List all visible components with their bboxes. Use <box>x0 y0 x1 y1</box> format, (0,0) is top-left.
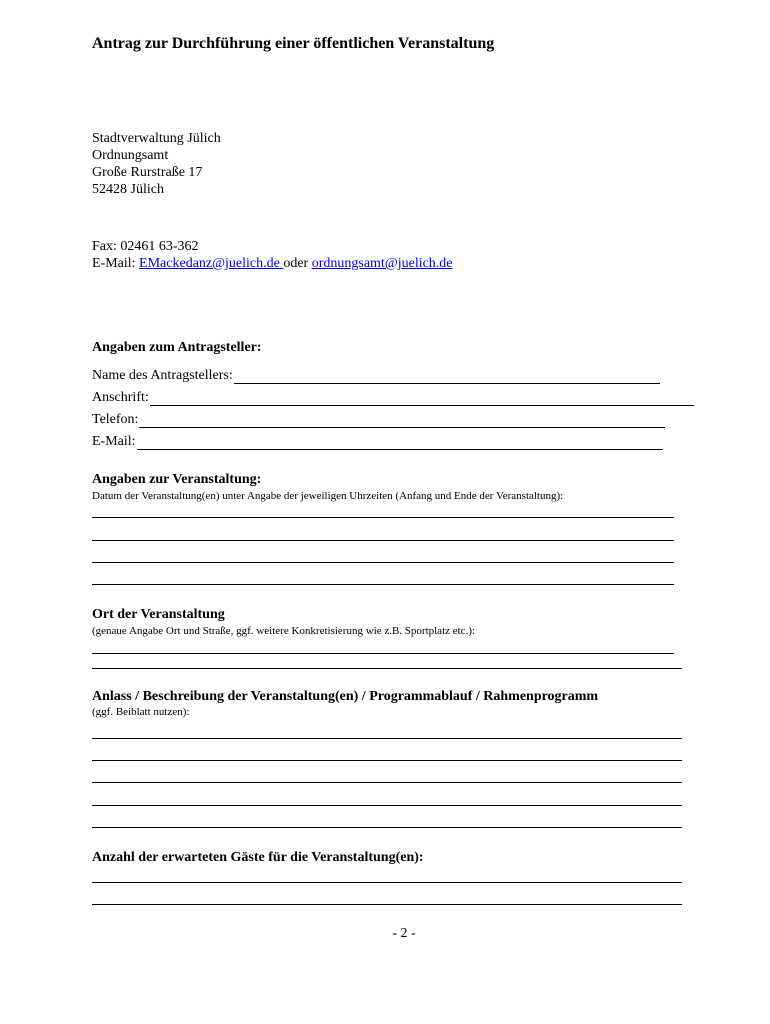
occasion-line[interactable] <box>92 760 682 761</box>
guests-line[interactable] <box>92 882 682 883</box>
address-line-city: 52428 Jülich <box>92 182 164 197</box>
applicant-heading: Angaben zum Antragsteller: <box>92 340 262 355</box>
occasion-note: (ggf. Beiblatt nutzen): <box>92 706 190 718</box>
applicant-address-field <box>92 390 694 406</box>
email-contact-label: E-Mail: <box>92 256 140 271</box>
location-line[interactable] <box>92 653 674 654</box>
occasion-line[interactable] <box>92 827 682 828</box>
applicant-name-label: Name des Antragstellers: <box>92 368 233 383</box>
applicant-email-label: E-Mail: <box>92 434 136 449</box>
email-oder-text: oder <box>283 256 312 271</box>
event-heading: Angaben zur Veranstaltung: <box>92 472 262 487</box>
event-date-line[interactable] <box>92 584 674 585</box>
guests-heading: Anzahl der erwarteten Gäste für die Veranstaltung(en): <box>92 850 424 865</box>
event-date-line[interactable] <box>92 562 674 563</box>
applicant-address-input-line[interactable] <box>150 392 694 406</box>
page-number: - 2 - <box>392 926 416 941</box>
address-line-authority: Stadtverwaltung Jülich <box>92 131 221 146</box>
email-link-mackedanz[interactable]: EMackedanz@juelich.de <box>139 256 284 271</box>
applicant-address-label: Anschrift: <box>92 390 149 405</box>
applicant-phone-field <box>92 412 665 428</box>
occasion-heading: Anlass / Beschreibung der Veranstaltung(en) / Programmablauf / Rahmenprogramm <box>92 689 599 704</box>
guests-line[interactable] <box>92 904 682 905</box>
event-date-note: Datum der Veranstaltung(en) unter Angabe der jeweiligen Uhrzeiten (Anfang und Ende der Veranstaltung): <box>92 490 564 502</box>
applicant-email-field <box>92 434 663 450</box>
applicant-email-input-line[interactable] <box>137 436 663 450</box>
fax-number: Fax: 02461 63-362 <box>92 239 199 254</box>
email-contact-line <box>92 256 453 272</box>
event-date-line[interactable] <box>92 517 674 518</box>
address-line-street: Große Rurstraße 17 <box>92 165 203 180</box>
document-title: Antrag zur Durchführung einer öffentlichen Veranstaltung <box>92 35 495 52</box>
occasion-line[interactable] <box>92 805 682 806</box>
occasion-line[interactable] <box>92 738 682 739</box>
event-date-line[interactable] <box>92 540 674 541</box>
applicant-name-field <box>92 368 660 384</box>
address-line-department: Ordnungsamt <box>92 148 169 163</box>
location-heading: Ort der Veranstaltung <box>92 607 225 622</box>
email-link-ordnungsamt[interactable]: ordnungsamt@juelich.de <box>311 256 453 271</box>
location-note: (genaue Angabe Ort und Straße, ggf. weitere Konkretisierung wie z.B. Sportplatz etc.): <box>92 625 476 637</box>
applicant-phone-label: Telefon: <box>92 412 139 427</box>
applicant-name-input-line[interactable] <box>234 370 660 384</box>
location-line[interactable] <box>92 668 682 669</box>
occasion-line[interactable] <box>92 782 682 783</box>
applicant-phone-input-line[interactable] <box>139 414 665 428</box>
